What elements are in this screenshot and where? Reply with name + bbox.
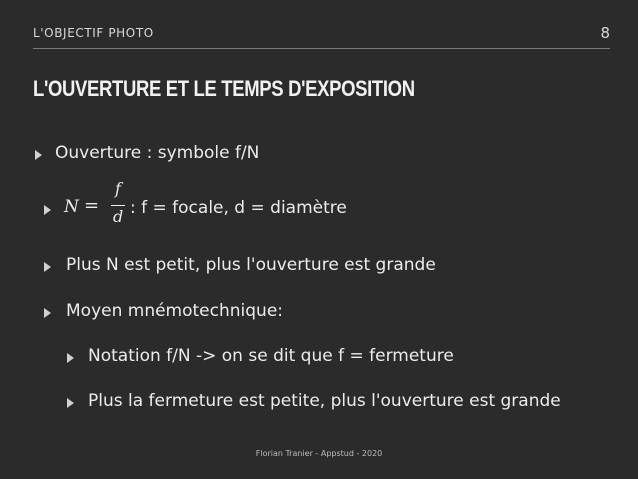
bullet-triangle-icon xyxy=(44,308,51,318)
bullet-triangle-icon xyxy=(67,398,74,408)
bullet-closing: Plus la fermeture est petite, plus l'ouverture est grande xyxy=(88,391,561,411)
fraction-bar xyxy=(111,205,125,206)
formula-numerator: f xyxy=(115,179,121,198)
bullet-formula-legend: : f = focale, d = diamètre xyxy=(130,198,347,218)
bullet-triangle-icon xyxy=(44,205,51,215)
bullet-mnemonic: Moyen mnémotechnique: xyxy=(66,301,284,321)
section-header: L'OBJECTIF PHOTO xyxy=(33,26,154,40)
bullet-triangle-icon xyxy=(35,150,42,160)
page-number: 8 xyxy=(600,24,610,42)
formula-denominator: d xyxy=(113,207,124,226)
bullet-smaller-n: Plus N est petit, plus l'ouverture est grande xyxy=(66,255,436,275)
bullet-notation: Notation f/N -> on se dit que f = fermeture xyxy=(88,346,454,366)
formula-n: N xyxy=(64,197,79,217)
formula-n-equals-f-over-d xyxy=(62,179,124,233)
footer-credit: Florian Tranier - Appstud - 2020 xyxy=(255,449,383,458)
header-divider xyxy=(33,48,610,49)
bullet-triangle-icon xyxy=(44,262,51,272)
bullet-aperture: Ouverture : symbole f/N xyxy=(55,143,260,163)
slide-title: L'OUVERTURE ET LE TEMPS D'EXPOSITION xyxy=(33,76,415,101)
formula-equals: = xyxy=(84,195,100,216)
bullet-triangle-icon xyxy=(67,353,74,363)
